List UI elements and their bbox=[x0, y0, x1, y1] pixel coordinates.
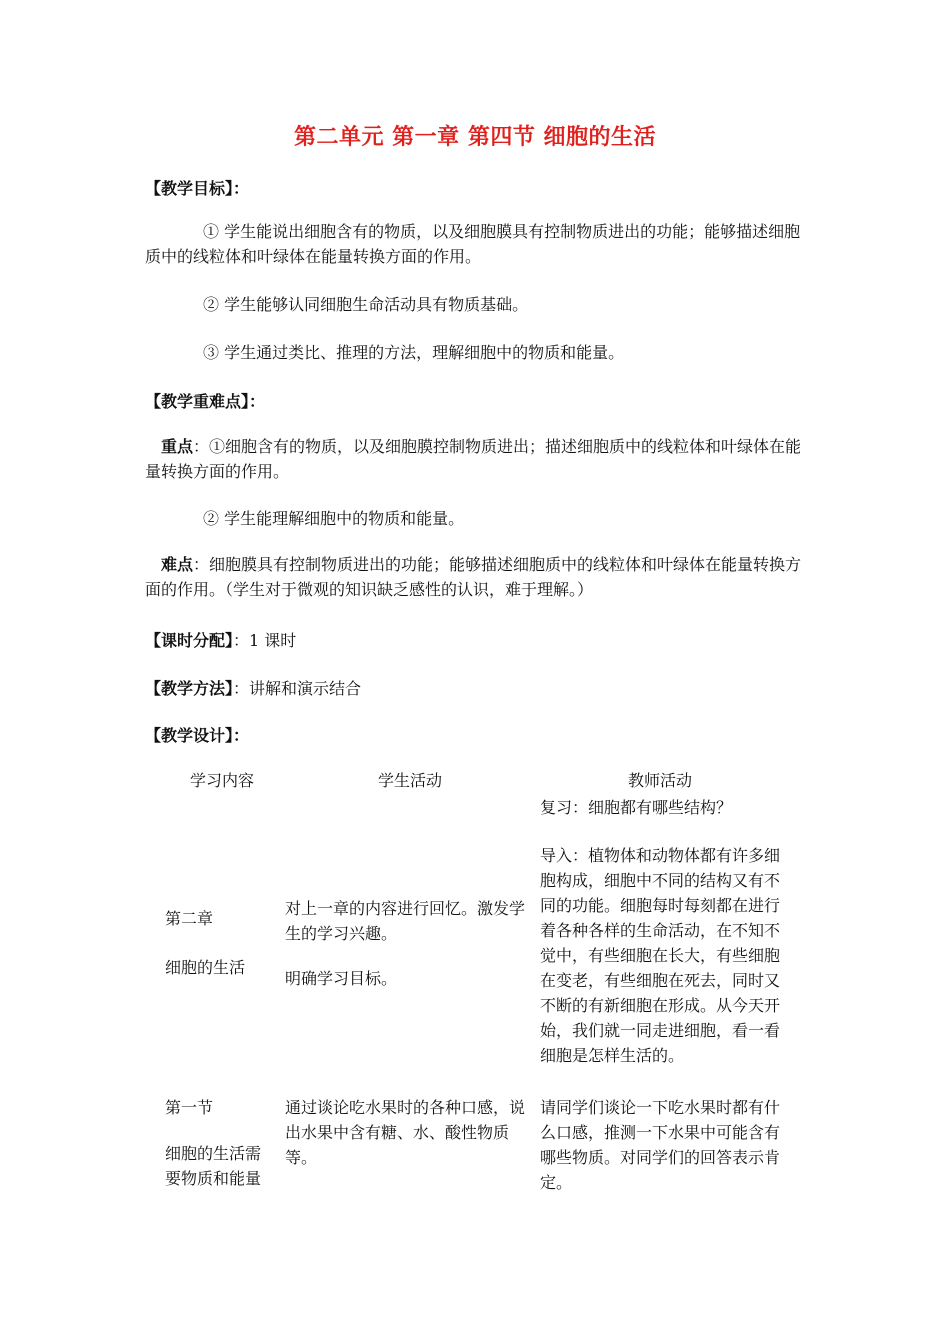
method-heading: 【教学方法】 bbox=[145, 679, 234, 698]
key-points-heading-label: 【教学重难点】 bbox=[145, 392, 250, 411]
method-colon: ： bbox=[233, 679, 250, 698]
objectives-heading-label: 【教学目标】 bbox=[145, 179, 234, 198]
row2-content-title: 细胞的生活需要物质和能量 bbox=[165, 1144, 262, 1188]
schedule-colon: ： bbox=[233, 631, 250, 650]
row1-content-title: 细胞的生活 bbox=[165, 958, 246, 977]
key-points-heading bbox=[145, 389, 265, 412]
column-header-teacher: 教师活动 bbox=[628, 771, 693, 790]
column-header-content: 学习内容 bbox=[190, 771, 255, 790]
focus-label: 重点 bbox=[161, 437, 194, 456]
objective-item-3: ③ 学生通过类比、推理的方法，理解细胞中的物质和能量。 bbox=[203, 343, 625, 362]
column-header-student: 学生活动 bbox=[378, 771, 443, 790]
focus-item-2: ② 学生能理解细胞中的物质和能量。 bbox=[203, 509, 465, 528]
row2-content-section: 第一节 bbox=[165, 1098, 214, 1117]
difficulty-label: 难点 bbox=[161, 555, 194, 574]
difficulty-text: ：细胞膜具有控制物质进出的功能；能够描述细胞质中的线粒体和叶绿体在能量转换方面的作用。（学生对于微观的知识缺乏感性的认识，难于理解。） bbox=[145, 555, 802, 599]
design-heading-label: 【教学设计】 bbox=[145, 726, 234, 745]
row1-student-goal: 明确学习目标。 bbox=[285, 969, 398, 988]
method-value: 讲解和演示结合 bbox=[249, 679, 362, 698]
schedule-line bbox=[145, 628, 296, 651]
row1-content-chapter: 第二章 bbox=[165, 909, 214, 928]
objectives-heading-colon: ： bbox=[233, 179, 250, 198]
teacher-review: 复习：细胞都有哪些结构？ bbox=[540, 798, 733, 817]
objectives-heading bbox=[145, 176, 249, 199]
objective-item-1: ① 学生能说出细胞含有的物质，以及细胞膜具有控制物质进出的功能；能够描述细胞质中的线粒体和叶绿体在能量转换方面的作用。 bbox=[145, 222, 801, 266]
schedule-heading: 【课时分配】 bbox=[145, 631, 234, 650]
objective-item-2: ② 学生能够认同细胞生命活动具有物质基础。 bbox=[203, 295, 529, 314]
key-points-heading-colon: ： bbox=[249, 392, 266, 411]
focus-text: ：①细胞含有的物质，以及细胞膜控制物质进出；描述细胞质中的线粒体和叶绿体在能量转换方面的作用。 bbox=[145, 437, 802, 481]
design-heading bbox=[145, 723, 249, 746]
row2-teacher-activity: 请同学们谈论一下吃水果时都有什么口感，推测一下水果中可能含有哪些物质。对同学们的回答表示肯定。 bbox=[540, 1098, 781, 1192]
row2-student-activity: 通过谈论吃水果时的各种口感，说出水果中含有糖、水、酸性物质等。 bbox=[285, 1098, 526, 1167]
difficulty-paragraph bbox=[145, 552, 810, 602]
row1-student-activity: 对上一章的内容进行回忆。激发学生的学习兴趣。 bbox=[285, 899, 526, 943]
row1-teacher-activity: 导入：植物体和动物体都有许多细胞构成，细胞中不同的结构又有不同的功能。细胞每时每刻都在进行着各种各样的生命活动，在不知不觉中，有些细胞在长大，有些细胞在变老，有些细胞在死去，同时又不断的有新细胞在形成。从今天开始，我们就一同走进细胞，看一看细胞是怎样生活的。 bbox=[540, 846, 781, 1065]
focus-paragraph bbox=[145, 434, 810, 484]
design-heading-colon: ： bbox=[233, 726, 250, 745]
schedule-value: 1 课时 bbox=[249, 631, 297, 650]
method-line bbox=[145, 676, 361, 699]
page-title: 第二单元 第一章 第四节 细胞的生活 bbox=[294, 125, 656, 150]
